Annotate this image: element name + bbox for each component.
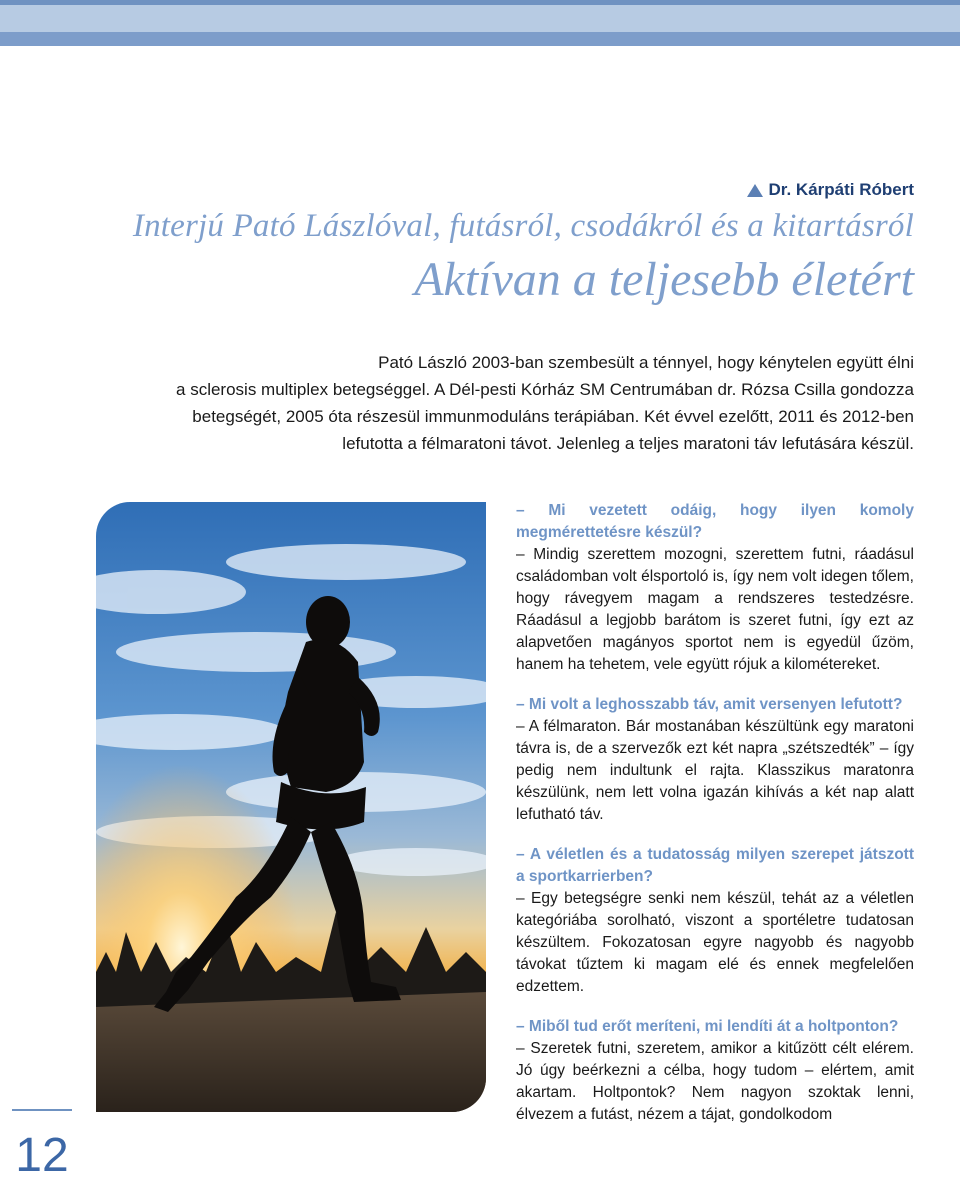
interview-answer: – A félmaraton. Bár mostanában készültünk egy maratoni távra is, de a szervezők ezt két napra „szétszedték” – így pedig nem indultunk el rajta. Klasszikus maratonra készülünk, nem lett volna igazán kihívás a két nap alatt lefutható táv. bbox=[516, 718, 914, 823]
interview-answer: – Szeretek futni, szeretem, amikor a kitűzött célt elérem. Jó úgy beérkezni a célba, hogy tudom – elértem, amit akartam. Holtpontok? Nem nagyon szoktak lenni, élvezem a futást, nézem a tájat, gondolkodom bbox=[516, 1040, 914, 1123]
qa-item bbox=[516, 694, 914, 826]
lead-line: Pató László 2003-ban szembesült a ténnyel, hogy kénytelen együtt élni bbox=[378, 353, 914, 372]
lead-line: lefutotta a félmaratoni távot. Jelenleg a teljes maratoni táv lefutására készül. bbox=[342, 434, 914, 453]
triangle-marker-icon bbox=[747, 184, 763, 197]
interview-question: – Mi vezetett odáig, hogy ilyen komoly megmérettetésre készül? bbox=[516, 502, 914, 541]
page-number: 12 bbox=[15, 1129, 69, 1182]
interview-question: – A véletlen és a tudatosság milyen szerepet játszott a sportkarrierben? bbox=[516, 846, 914, 885]
top-banner-stripe bbox=[0, 0, 960, 5]
lead-line: betegségét, 2005 óta részesül immunmoduláns terápiában. Két évvel ezelőtt, 2011 és 2012-ben bbox=[192, 407, 914, 426]
author-name: Dr. Kárpáti Róbert bbox=[768, 180, 914, 199]
lead-line: a sclerosis multiplex betegséggel. A Dél-pesti Kórház SM Centrumában dr. Rózsa Csilla gondozza bbox=[176, 380, 914, 399]
interview-question: – Mi volt a leghosszabb táv, amit versenyen lefutott? bbox=[516, 696, 903, 713]
interview-answer: – Mindig szerettem mozogni, szerettem futni, ráadásul családomban volt élsportoló is, így nem volt idegen tőlem, hogy rávegyem magam a rendszeres testedzésre. Ráadásul a legjobb barátom is szeret futni, így ezt az alapvetően magányos sportot nem is egyedül űzöm, hanem ha tehetem, vele együtt rójuk a kilométereket. bbox=[516, 546, 914, 673]
interview-answer: – Egy betegségre senki nem készül, tehát az a véletlen kategóriába sorolható, viszont a sportéletre tudatosan készültem. Fokozatosan egyre nagyobb és nagyobb távokat tűztem ki magam elé és ennek megfelelően edzettem. bbox=[516, 890, 914, 995]
runner-silhouette-image bbox=[96, 502, 486, 1112]
page-number-rule bbox=[12, 1109, 72, 1111]
top-banner-stripe-lower bbox=[0, 32, 960, 46]
top-banner bbox=[0, 0, 960, 46]
qa-item bbox=[516, 500, 914, 676]
author-line bbox=[747, 180, 914, 200]
lead-paragraph bbox=[94, 349, 914, 457]
runner-photo bbox=[96, 502, 486, 1112]
article-kicker: Interjú Pató Lászlóval, futásról, csodákról és a kitartásról bbox=[132, 208, 914, 244]
interview-question: – Miből tud erőt meríteni, mi lendíti át a holtponton? bbox=[516, 1018, 899, 1035]
article-title: Aktívan a teljesebb életért bbox=[414, 253, 914, 306]
qa-item bbox=[516, 1016, 914, 1126]
interview-body bbox=[516, 500, 914, 1144]
qa-item bbox=[516, 844, 914, 998]
